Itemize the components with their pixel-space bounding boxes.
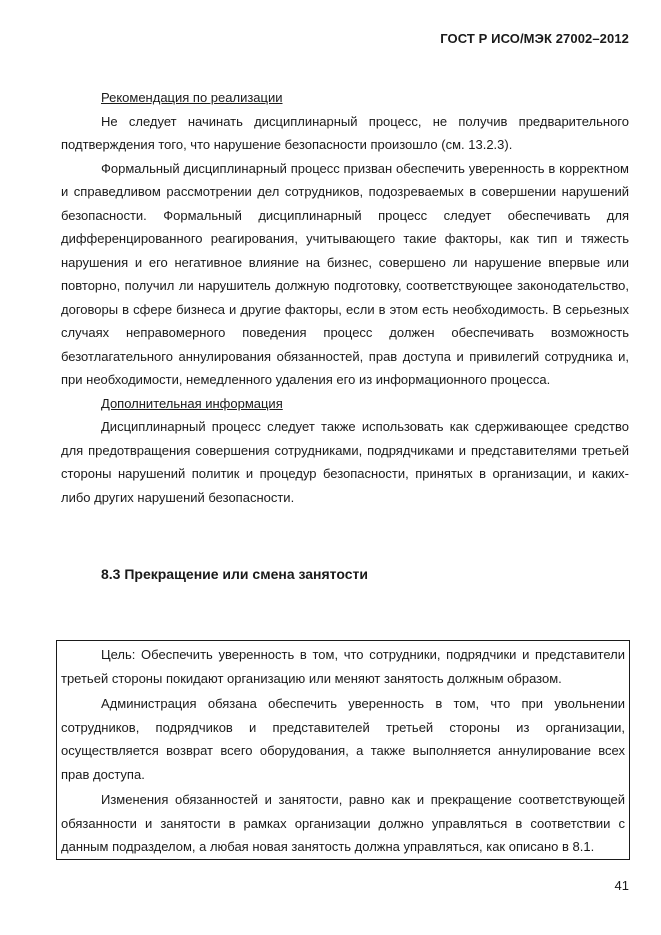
standard-header: ГОСТ Р ИСО/МЭК 27002–2012 — [440, 31, 629, 46]
implementation-paragraph-1: Не следует начинать дисциплинарный процесс, не получив предварительного подтверждения того, что нарушение безопасности произошло (см. 13.2.3). — [61, 113, 629, 152]
objective-box — [56, 640, 630, 860]
implementation-heading: Рекомендация по реализации — [101, 90, 283, 105]
box-paragraph-3: Изменения обязанностей и занятости, равно как и прекращение соответствующей обязанности и занятости в рамках организации должно управляться в соответствии с данным подразделом, а любая новая занятость должна управляться, как описано в 8.1. — [61, 792, 625, 854]
section-title: 8.3 Прекращение или смена занятости — [101, 566, 368, 582]
additional-info-heading: Дополнительная информация — [101, 395, 283, 411]
main-text — [61, 86, 629, 587]
additional-info-paragraph: Дисциплинарный процесс следует также использовать как сдерживающее средство для предотвращения совершения сотрудниками, подрядчиками и представителями третьей стороны нарушений политик и процедур безопасности, принятых в организации, и каких-либо других нарушений безопасности. — [61, 419, 629, 505]
objective-paragraph: Цель: Обеспечить уверенность в том, что сотрудники, подрядчики и представители третьей стороны покидают организацию или меняют занятость должным образом. — [61, 647, 625, 686]
box-paragraph-2: Администрация обязана обеспечить уверенность в том, что при увольнении сотрудников, подрядчиков и представителей третьей стороны из организации, осуществляется возврат всего оборудования, а также выполняется аннулирование всех прав доступа. — [61, 696, 625, 782]
implementation-paragraph-2: Формальный дисциплинарный процесс призван обеспечить уверенность в корректном и справедливом рассмотрении дел сотрудников, подозреваемых в совершении нарушений безопасности. Формальный дисциплинарный процесс следует обеспечивать для дифференцированного реагирования, учитывающего такие факторы, как тип и тяжесть нарушения и его негативное влияние на бизнес, совершено ли нарушение впервые или повторно, получил ли нарушитель должную подготовку, соответствующее законодательство, договоры в сфере бизнеса и другие факторы, если в этом есть необходимость. В серьезных случаях неправомерного поведения процесс должен обеспечивать возможность безотлагательного аннулирования обязанностей, прав доступа и привилегий сотрудника и, при необходимости, немедленного удаления его из информационного процесса. — [61, 160, 629, 387]
page-number: 41 — [614, 878, 629, 893]
